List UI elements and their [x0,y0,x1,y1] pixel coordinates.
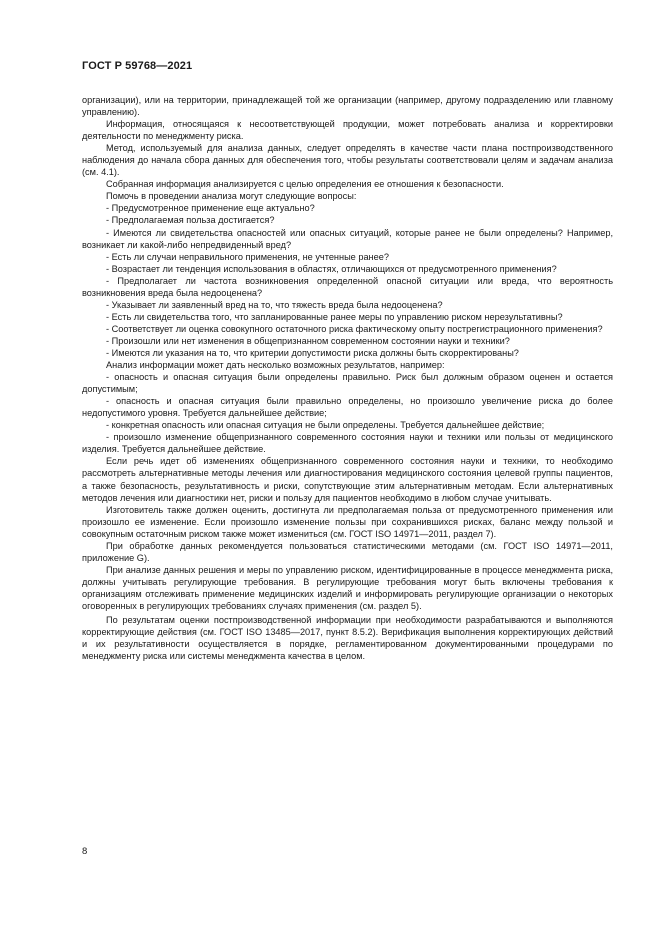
body-paragraph: - Соответствует ли оценка совокупного остаточного риска фактическому опыту пострегистрационного применения? [106,323,603,334]
body-paragraph: - произошло изменение общепризнанного современного состояния науки и техники или пользы от медицинского изделия. Требуется дальнейшее действие. [82,432,613,455]
document-header-title: ГОСТ Р 59768—2021 [82,60,193,72]
body-paragraph: По результатам оценки постпроизводственной информации при необходимости разрабатываются и выполняются корректирующие действия (см. ГОСТ ISO 13485—2017, пункт 8.5.2). Верификация выполнения корректирующих действий и их результативности осуществляется в порядке, регламентированном документированными процедурами по менеджменту риска или системы менеджмента качества в целом. [82,615,613,662]
body-paragraph: Информация, относящаяся к несоответствующей продукции, может потребовать анализа и корректировки деятельности по менеджменту риска. [82,119,613,142]
body-paragraph: - Есть ли свидетельства того, что запланированные ранее меры по управлению риском нерезультативны? [106,311,563,322]
body-paragraph: Изготовитель также должен оценить, достигнута ли предполагаемая польза от предусмотренного применения или произошло ее изменение. Если произошло изменение пользы при сохранившихся рисках, баланс между пользой и совокупным остаточным риском также может измениться (см. ГОСТ ISO 14971—2011, раздел 7). [82,504,613,539]
body-paragraph: - опасность и опасная ситуация были правильно определены, но произошло увеличение риска до более недопустимого уровня. Требуется дальнейшее действие; [82,396,613,419]
body-paragraph: - Предполагает ли частота возникновения определенной опасной ситуации или вреда, что вероятность возникновения вреда была недооценена? [82,275,613,298]
body-paragraph: Если речь идет об изменениях общепризнанного современного состояния науки и техники, то необходимо рассмотреть альтернативные методы лечения или диагностирования медицинского состояния целевой группы пациентов, а также безопасность, результативность и риски, сопутствующие этим альтернативным методам. Если альтернативных методов лечения или диагностики нет, риски и пользу для пациентов необходимо в любом случае учитывать. [82,456,613,503]
body-paragraph: организации), или на территории, принадлежащей той же организации (например, другому подразделению или главному управлению). [82,95,613,118]
body-paragraph: Помочь в проведении анализа могут следующие вопросы: [106,191,357,202]
body-paragraph: - Предусмотренное применение еще актуально? [106,203,315,214]
body-paragraph: - опасность и опасная ситуация были определены правильно. Риск был должным образом оценен и остается допустимым; [82,372,613,395]
body-paragraph: - Предполагаемая польза достигается? [106,215,275,226]
body-paragraph: - Возрастает ли тенденция использования в областях, отличающихся от предусмотренного применения? [106,263,557,274]
body-paragraph: - Имеются ли указания на то, что критерии допустимости риска должны быть скорректированы? [106,347,519,358]
body-paragraph: - Имеются ли свидетельства опасностей или опасных ситуаций, которые ранее не были определены? Например, возникает ли какой-либо непредвиденный вред? [82,227,613,250]
body-paragraph: - Есть ли случаи неправильного применения, не учтенные ранее? [106,251,389,262]
body-paragraph: При обработке данных рекомендуется пользоваться статистическими методами (см. ГОСТ ISO 14971—2011, приложение G). [82,540,613,563]
body-paragraph: - Указывает ли заявленный вред на то, что тяжесть вреда была недооценена? [106,299,443,310]
page-number: 8 [82,846,88,857]
document-body [82,94,613,662]
body-paragraph: Собранная информация анализируется с целью определения ее отношения к безопасности. [106,179,504,190]
body-paragraph: Анализ информации может дать несколько возможных результатов, например: [106,360,445,371]
body-paragraph: При анализе данных решения и меры по управлению риском, идентифицированные в процессе менеджмента риска, должны учитывать регулирующие требования. В регулирующие требования могут быть включены требования к организациям отслеживать применение медицинских изделий и информировать регулирующие организации о некоторых оговоренных в регулирующих требованиях случаях применения (см. раздел 5). [82,564,613,611]
body-paragraph: Метод, используемый для анализа данных, следует определять в качестве части плана постпроизводственного наблюдения до начала сбора данных для обеспечения того, чтобы результаты соответствовали целям и задачам анализа (см. 4.1). [82,143,613,178]
body-paragraph: - конкретная опасность или опасная ситуация не были определены. Требуется дальнейшее действие; [106,420,545,431]
body-paragraph: - Произошли или нет изменения в общепризнанном современном состоянии науки и техники? [106,335,510,346]
